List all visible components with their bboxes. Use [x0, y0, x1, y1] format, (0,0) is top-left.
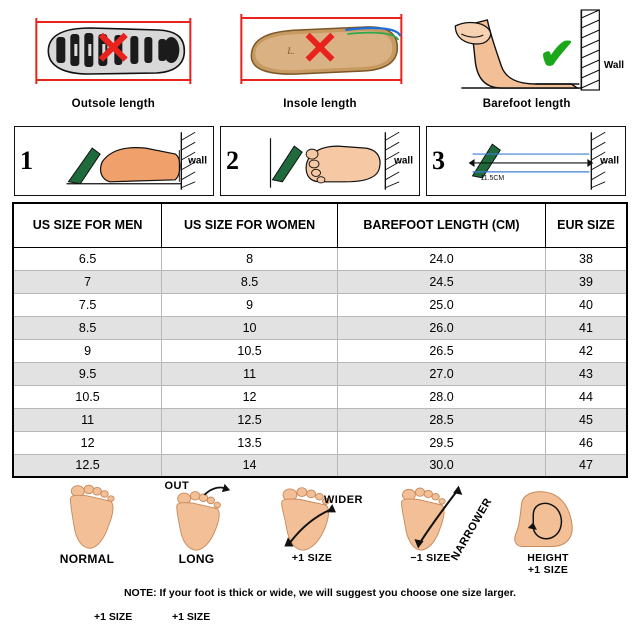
step-1	[14, 126, 214, 196]
table-row	[13, 408, 627, 431]
long-foot-svg	[151, 482, 243, 552]
cell-us-women: 10.5	[162, 339, 338, 362]
col-header-us-men: US SIZE FOR MEN	[13, 203, 162, 247]
step-2-wall-label: wall	[394, 155, 413, 167]
col-header-us-women: US SIZE FOR WOMEN	[162, 203, 338, 247]
cell-eur: 39	[546, 270, 628, 293]
cell-barefoot: 29.5	[337, 431, 545, 454]
cell-us-men: 6.5	[13, 247, 162, 270]
normal-label: NORMAL	[59, 552, 115, 566]
out-label: OUT	[164, 480, 190, 492]
cell-eur: 47	[546, 454, 628, 477]
cell-us-women: 12.5	[162, 408, 338, 431]
foot-type-normal	[44, 482, 130, 584]
table-body	[13, 247, 627, 477]
cell-us-women: 9	[162, 293, 338, 316]
cell-barefoot: 30.0	[337, 454, 545, 477]
cell-us-men: 9.5	[13, 362, 162, 385]
step-3	[426, 126, 626, 196]
wider-foot-svg	[263, 482, 361, 552]
normal-foot-illustration	[44, 482, 130, 552]
table-row	[13, 385, 627, 408]
cell-barefoot: 26.5	[337, 339, 545, 362]
outsole-label: Outsole length	[71, 98, 155, 110]
cell-eur: 38	[546, 247, 628, 270]
step-2-number: 2	[226, 146, 239, 175]
cell-eur: 43	[546, 362, 628, 385]
foot-type-narrower	[382, 482, 494, 584]
cell-eur: 46	[546, 431, 628, 454]
cell-us-women: 14	[162, 454, 338, 477]
table-row	[13, 293, 627, 316]
svg-text:11.5CM: 11.5CM	[480, 174, 505, 182]
foot-type-height	[500, 482, 596, 584]
insole-illustration	[221, 4, 420, 100]
cell-us-women: 12	[162, 385, 338, 408]
cell-us-women: 13.5	[162, 431, 338, 454]
table-row	[13, 316, 627, 339]
measurement-steps	[0, 124, 640, 196]
step-3-svg	[427, 127, 625, 195]
cell-us-men: 7	[13, 270, 162, 293]
foot-type-guide	[0, 478, 640, 584]
wider-advice: +1 SIZE	[291, 552, 333, 564]
cell-eur: 42	[546, 339, 628, 362]
table-row	[13, 454, 627, 477]
step-1-wall-label: wall	[188, 155, 207, 167]
red-x-icon: ✕	[300, 22, 340, 75]
height-advice: +1 SIZE	[527, 564, 569, 576]
wall-label: Wall	[603, 60, 625, 71]
cell-barefoot: 28.5	[337, 408, 545, 431]
measurement-barefoot	[427, 4, 626, 124]
long-advice-left: +1 SIZE	[94, 611, 133, 623]
table-header-row	[13, 203, 627, 247]
cell-us-men: 7.5	[13, 293, 162, 316]
narrower-label: NARROWER	[448, 496, 494, 563]
wider-foot-illustration	[263, 482, 361, 552]
cell-us-men: 12.5	[13, 454, 162, 477]
height-foot-svg	[500, 482, 596, 552]
cell-eur: 45	[546, 408, 628, 431]
long-advice-right: +1 SIZE	[172, 611, 211, 623]
insole-label: Insole length	[283, 98, 357, 110]
cell-us-men: 12	[13, 431, 162, 454]
barefoot-svg	[427, 4, 626, 100]
col-header-eur: EUR SIZE	[546, 203, 628, 247]
cell-us-men: 11	[13, 408, 162, 431]
table-row	[13, 431, 627, 454]
cell-barefoot: 25.0	[337, 293, 545, 316]
cell-us-women: 11	[162, 362, 338, 385]
barefoot-label: Barefoot length	[482, 98, 571, 110]
size-note: NOTE: If your foot is thick or wide, we will suggest you choose one size larger.	[123, 587, 517, 599]
narrower-advice: −1 SIZE	[410, 552, 451, 564]
size-table	[12, 202, 628, 478]
table-row	[13, 247, 627, 270]
step-3-wall-label: wall	[600, 155, 619, 167]
table-row	[13, 362, 627, 385]
measurement-outsole	[14, 4, 213, 124]
svg-text:L.: L.	[287, 46, 295, 56]
cell-us-women: 10	[162, 316, 338, 339]
outsole-illustration	[14, 4, 213, 100]
long-label: LONG	[178, 552, 215, 566]
cell-eur: 44	[546, 385, 628, 408]
cell-us-men: 10.5	[13, 385, 162, 408]
cell-barefoot: 24.5	[337, 270, 545, 293]
step-3-number: 3	[432, 146, 445, 175]
wider-label: WIDER	[323, 494, 363, 506]
cell-barefoot: 24.0	[337, 247, 545, 270]
foot-type-long-out	[151, 482, 243, 584]
cell-barefoot: 27.0	[337, 362, 545, 385]
step-1-number: 1	[20, 146, 33, 175]
table-row	[13, 270, 627, 293]
step-1-svg	[15, 127, 213, 195]
cell-us-women: 8.5	[162, 270, 338, 293]
height-foot-illustration	[500, 482, 596, 552]
cell-eur: 40	[546, 293, 628, 316]
green-check-icon: ✔	[538, 29, 576, 79]
measurement-insole	[221, 4, 420, 124]
step-2	[220, 126, 420, 196]
cell-us-men: 8.5	[13, 316, 162, 339]
measurement-examples	[0, 0, 640, 124]
cell-us-women: 8	[162, 247, 338, 270]
cell-us-men: 9	[13, 339, 162, 362]
cell-barefoot: 28.0	[337, 385, 545, 408]
cell-barefoot: 26.0	[337, 316, 545, 339]
red-x-icon: ✕	[94, 22, 133, 75]
height-label: HEIGHT	[527, 552, 569, 564]
col-header-barefoot-length: BAREFOOT LENGTH (CM)	[337, 203, 545, 247]
size-table-wrap	[0, 196, 640, 478]
long-foot-illustration	[151, 482, 243, 552]
barefoot-illustration	[427, 4, 626, 100]
table-row	[13, 339, 627, 362]
step-2-svg	[221, 127, 419, 195]
cell-eur: 41	[546, 316, 628, 339]
foot-type-wider	[263, 482, 361, 584]
normal-foot-svg	[44, 482, 130, 552]
